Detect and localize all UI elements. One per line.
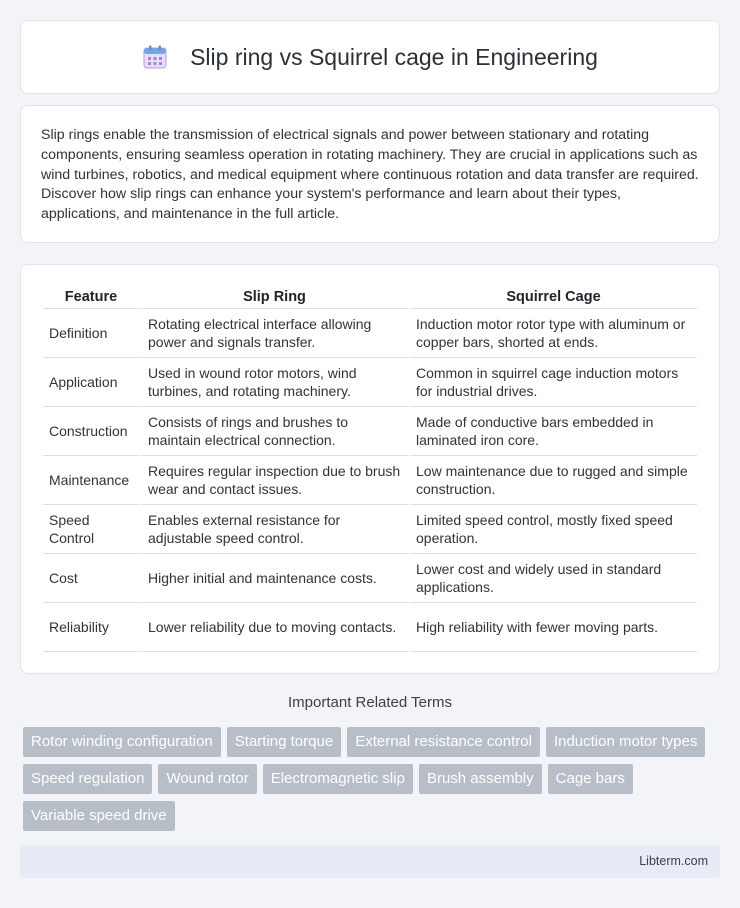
- related-terms-list: [23, 727, 723, 831]
- table-row: [43, 603, 697, 652]
- intro-card: [20, 105, 720, 243]
- feature-cell: Definition: [43, 309, 142, 358]
- slip-ring-cell: Higher initial and maintenance costs.: [142, 554, 410, 603]
- related-term-tag[interactable]: Electromagnetic slip: [263, 764, 413, 794]
- squirrel-cage-cell: Limited speed control, mostly fixed speed operation.: [410, 505, 697, 554]
- feature-cell: Maintenance: [43, 456, 142, 505]
- table-row: [43, 505, 697, 554]
- calendar-icon: [142, 44, 168, 70]
- slip-ring-cell: Lower reliability due to moving contacts.: [142, 603, 410, 652]
- feature-cell: Speed Control: [43, 505, 142, 554]
- footer: [20, 845, 720, 878]
- feature-cell: Construction: [43, 407, 142, 456]
- footer-brand-link[interactable]: Libterm.com: [639, 854, 708, 868]
- table-row: [43, 456, 697, 505]
- related-term-tag[interactable]: External resistance control: [347, 727, 540, 757]
- related-term-tag[interactable]: Cage bars: [548, 764, 633, 794]
- slip-ring-cell: Used in wound rotor motors, wind turbines, and rotating machinery.: [142, 358, 410, 407]
- header-slip-ring: Slip Ring: [142, 285, 410, 309]
- related-term-tag[interactable]: Induction motor types: [546, 727, 705, 757]
- comparison-table: [43, 285, 697, 652]
- squirrel-cage-cell: Made of conductive bars embedded in laminated iron core.: [410, 407, 697, 456]
- slip-ring-cell: Rotating electrical interface allowing power and signals transfer.: [142, 309, 410, 358]
- squirrel-cage-cell: Lower cost and widely used in standard applications.: [410, 554, 697, 603]
- related-term-tag[interactable]: Wound rotor: [158, 764, 256, 794]
- squirrel-cage-cell: High reliability with fewer moving parts.: [410, 603, 697, 652]
- feature-cell: Application: [43, 358, 142, 407]
- squirrel-cage-cell: Common in squirrel cage induction motors for industrial drives.: [410, 358, 697, 407]
- intro-text: Slip rings enable the transmission of electrical signals and power between stationary and rotating components, ensuring seamless operation in rotating machinery. They are crucial in applications such as wind turbines, robotics, and medical equipment where continuous rotation and data transfer are required. Discover how slip rings can enhance your system's performance and learn about their types, applications, and maintenance in the full article.: [41, 127, 699, 223]
- table-row: [43, 554, 697, 603]
- table-row: [43, 407, 697, 456]
- squirrel-cage-cell: Low maintenance due to rugged and simple construction.: [410, 456, 697, 505]
- table-row: [43, 358, 697, 407]
- slip-ring-cell: Enables external resistance for adjustable speed control.: [142, 505, 410, 554]
- feature-cell: Reliability: [43, 603, 142, 652]
- page-title: Slip ring vs Squirrel cage in Engineering: [190, 43, 598, 70]
- related-term-tag[interactable]: Variable speed drive: [23, 801, 175, 831]
- related-term-tag[interactable]: Brush assembly: [419, 764, 542, 794]
- squirrel-cage-cell: Induction motor rotor type with aluminum or copper bars, shorted at ends.: [410, 309, 697, 358]
- table-row: [43, 309, 697, 358]
- header-card: [20, 20, 720, 94]
- header-squirrel-cage: Squirrel Cage: [410, 285, 697, 309]
- related-terms-title: Important Related Terms: [288, 694, 452, 711]
- slip-ring-cell: Requires regular inspection due to brush wear and contact issues.: [142, 456, 410, 505]
- header-feature: Feature: [43, 285, 142, 309]
- feature-cell: Cost: [43, 554, 142, 603]
- related-term-tag[interactable]: Rotor winding configuration: [23, 727, 221, 757]
- table-header-row: [43, 285, 697, 309]
- comparison-card: [20, 264, 720, 674]
- slip-ring-cell: Consists of rings and brushes to maintain electrical connection.: [142, 407, 410, 456]
- related-term-tag[interactable]: Starting torque: [227, 727, 341, 757]
- related-term-tag[interactable]: Speed regulation: [23, 764, 152, 794]
- header: [142, 44, 598, 71]
